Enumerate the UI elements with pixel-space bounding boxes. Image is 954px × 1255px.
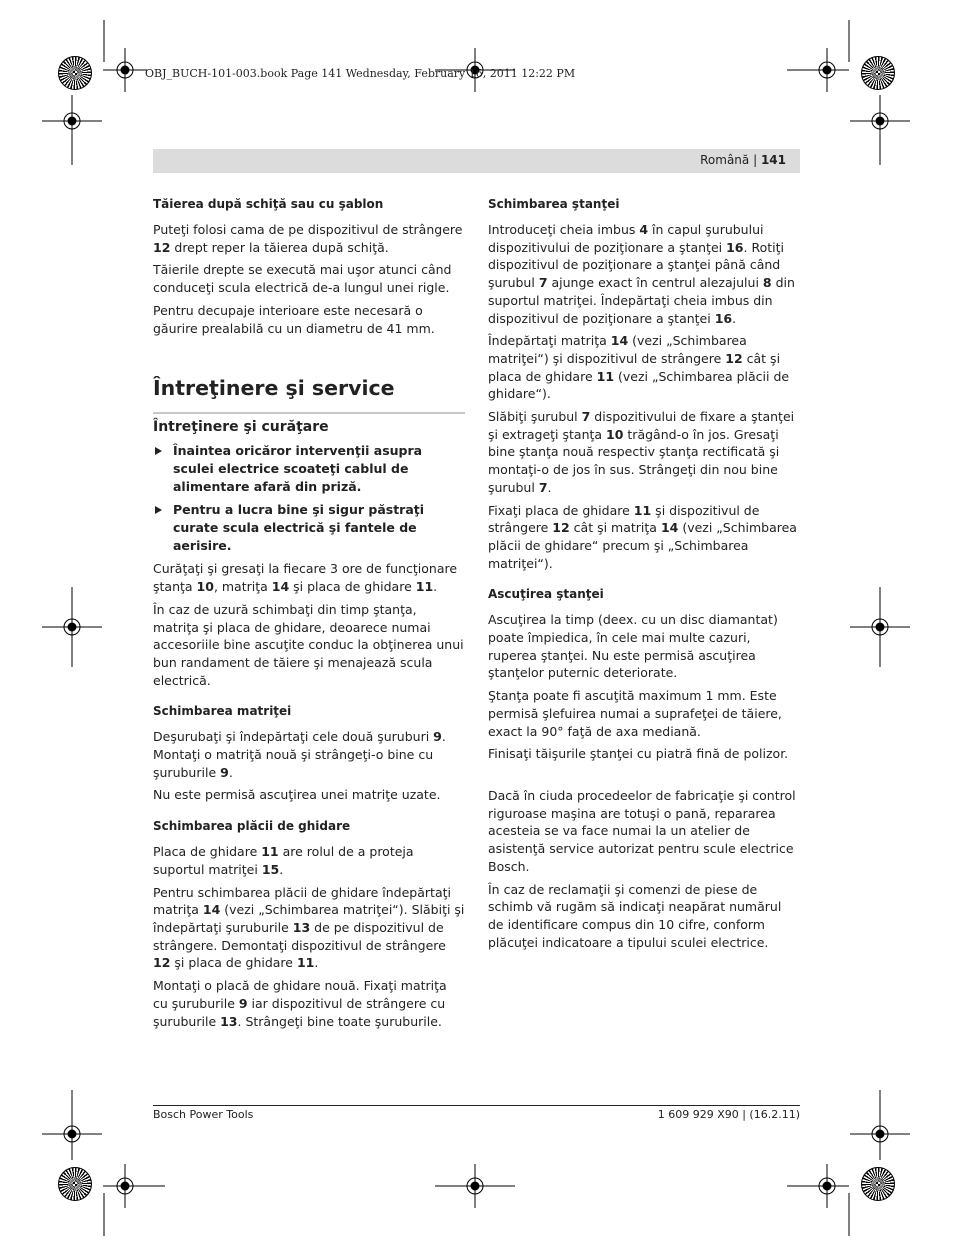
reference-number: 9 [238,995,248,1011]
reference-number: 16 [726,239,744,255]
text-run: Deşurubaţi şi îndepărtaţi cele două şuruburi [153,729,434,745]
paragraph [153,221,465,256]
reference-number: 10 [606,426,624,442]
text-run: . [228,764,233,780]
text-run: . Strângeţi bine toate şuruburile. [237,1013,442,1029]
footer-rule [153,1105,800,1106]
section-title-guide-plate-change: Schimbarea plăcii de ghidare [153,819,351,834]
paragraph: Pentru decupaje interioare este necesară o găurire prealabilă cu un diametru de 41 mm. [153,302,435,336]
triangle-bullet-icon [155,506,162,514]
reference-number: 11 [633,502,652,518]
text-run: are rolul de a proteja suportul matriţei [153,844,414,877]
paragraph [153,843,465,878]
header-language: Română [700,153,750,167]
text-run: Puteţi folosi cama de pe dispozitivul de strângere [153,222,463,237]
text-run: . [279,861,284,877]
text-run: Pentru schimbarea plăcii de ghidare îndepărtaţi matriţa [153,884,451,918]
text-run: ajunge exact în centrul alezajului [547,275,763,291]
paragraph: Nu este permisă ascuţirea unei matriţe uzate. [153,787,441,803]
text-run: . [732,310,737,326]
reference-number: 4 [639,222,649,237]
chapter-rule [153,412,465,414]
paragraph [153,560,465,595]
header-separator: | [749,153,761,167]
reference-number: 14 [610,333,629,349]
page-header-label [700,153,786,167]
text-run: şi placa de ghidare [170,955,297,971]
paragraph: În caz de uzură schimbaţi din timp ştanţa, matriţa şi placa de ghidare, deoarece numai accesoriile bine ascuţite conduc la obţinerea unui bun randament de tăiere şi menajează scula electrică. [153,601,464,688]
section-title-die-change: Schimbarea matriţei [153,704,292,719]
paragraph: Dacă în ciuda procedeelor de fabricaţie şi control riguroase maşina are totuşi o pană, repararea acesteia se va face numai la un atelier de asistenţă service autorizat pentru scule electrice Bosch. [488,787,796,874]
text-run: şi placa de ghidare [289,579,416,595]
paragraph: Finisaţi tăişurile ştanţei cu piatră fină de polizor. [488,746,789,762]
reference-number: 15 [261,861,280,877]
left-column [153,196,465,1035]
reference-number: 11 [415,579,434,595]
text-run: . Rotiţi dispozitivul de poziţionare a ştanţei până când şurubul [488,239,784,291]
paragraph [153,884,465,973]
text-run: cât şi placa de ghidare [488,350,781,384]
paragraph: În caz de reclamaţii şi comenzi de piese de schimb vă rugăm să indicaţi neapărat numărul de identificare compus din 10 cifre, conform plăcuţei indicatoare a tipului sculei electrice. [488,881,782,950]
warning-text: Înaintea oricăror intervenţii asupra sculei electrice scoateţi cablul de alimentare afară din priză. [173,443,423,494]
paragraph [488,332,800,403]
paragraph: Tăierile drepte se execută mai uşor atunci când conduceţi scula electrică de-a lungul unei rigle. [153,262,452,296]
text-run: în capul şurubului dispozitivului de poziţionare a ştanţei [488,222,764,255]
paragraph [153,977,465,1030]
section-title-punch-sharpening: Ascuţirea ştanţei [488,587,604,602]
text-run: trăgând-o în jos. Gresaţi bine ştanţa nouă respectiv ştanţa rectificată şi montaţi-o de jos în sus. Strângeţi din nou bine şurubul [488,426,780,495]
reference-number: 12 [153,239,171,255]
section-title-template-cutting: Tăierea după schiţă sau cu şablon [153,197,384,211]
paragraph [488,408,800,497]
text-run: iar dispozitivul de strângere cu şuruburile [153,995,446,1029]
reference-number: 8 [762,275,772,291]
text-run: (vezi „Schimbarea matriţei“). Slăbiţi şi îndepărtaţi şuruburile [153,902,465,935]
chapter-title: Întreţinere şi service [153,376,395,401]
reference-number: 9 [433,729,442,745]
reference-number: 13 [220,1013,238,1029]
paragraph [488,502,800,573]
warning-bullet [153,442,465,495]
text-run: . [314,955,319,971]
text-run: . [547,479,552,495]
text-run: de pe dispozitivul de strângere. Demontaţi dispozitivul de strângere [153,919,446,953]
text-run: Introduceţi cheia imbus [488,222,640,237]
reference-number: 12 [552,520,570,536]
reference-number: 10 [196,579,214,595]
warning-bullet [153,501,465,554]
text-run: din suportul matriţei. Îndepărtaţi cheia imbus din dispozitivul de poziţionare a ştanţei [488,275,795,326]
footer-doc-number: 1 609 929 X90 | (16.2.11) [657,1108,800,1121]
reference-number: 7 [581,409,591,425]
reference-number: 14 [202,902,221,918]
reference-number: 7 [538,479,548,495]
paragraph [488,221,800,327]
text-run: Fixaţi placa de ghidare [488,502,634,518]
reference-number: 14 [271,579,290,595]
reference-number: 11 [261,844,279,860]
triangle-bullet-icon [155,447,162,455]
reference-number: 12 [153,955,171,971]
paragraph: Ştanţa poate fi ascuţită maximum 1 mm. Este permisă şlefuirea numai a suprafeţei de tăiere, exact la 90° faţă de axa mediană. [488,688,782,739]
footer-brand: Bosch Power Tools [153,1108,254,1121]
text-run: şi dispozitivul de strângere [488,502,760,536]
text-run: (vezi „Schimbarea plăcii de ghidare“). [488,368,790,402]
text-run: (vezi „Schimbarea plăcii de ghidare“ precum şi „Schimbarea matriţei“). [488,520,797,571]
text-run: cât şi matriţa [569,520,661,536]
text-run: Montaţi o placă de ghidare nouă. Fixaţi matriţa cu şuruburile [153,978,447,1011]
reference-number: 12 [725,350,743,366]
text-run: . [433,579,438,595]
text-run: dispozitivului de fixare a ştanţei şi extrageţi ştanţa [488,409,795,442]
right-column [488,196,800,956]
paragraph: Ascuţirea la timp (deex. cu un disc diamantat) poate împiedica, în cele mai multe cazuri, ruperea ştanţei. Nu este permisă ascuţirea ştanţelor puternic deteriorate. [488,612,778,681]
text-run: Îndepărtaţi matriţa [488,333,611,349]
reference-number: 14 [660,520,679,536]
subchapter-title: Întreţinere şi curăţare [153,419,329,436]
paragraph [153,728,465,781]
text-run: (vezi „Schimbarea matriţei“) şi dispozitivul de strângere [488,333,747,366]
text-run: , matriţa [213,579,272,595]
page-header-bar [153,149,800,173]
section-title-punch-change: Schimbarea ştanţei [488,197,620,211]
reference-number: 11 [596,368,615,384]
print-slug: OBJ_BUCH-101-003.book Page 141 Wednesday, February 16, 2011 12:22 PM [145,67,576,80]
reference-number: 16 [714,310,733,326]
text-run: drept reper la tăierea după schiţă. [170,239,389,255]
warning-text: Pentru a lucra bine şi sigur păstraţi curate scula electrică şi fantele de aerisire. [173,502,425,553]
text-run: Slăbiţi şurubul [488,409,582,425]
text-run: . Montaţi o matriţă nouă şi strângeţi-o bine cu şuruburile [153,729,446,780]
reference-number: 13 [292,919,311,935]
reference-number: 11 [296,955,315,971]
reference-number: 9 [220,764,229,780]
reference-number: 7 [538,275,548,291]
text-run: Curăţaţi şi gresaţi la fiecare 3 ore de funcţionare ştanţa [153,561,458,595]
text-run: Placa de ghidare [153,844,262,860]
page-number: 141 [760,153,786,167]
